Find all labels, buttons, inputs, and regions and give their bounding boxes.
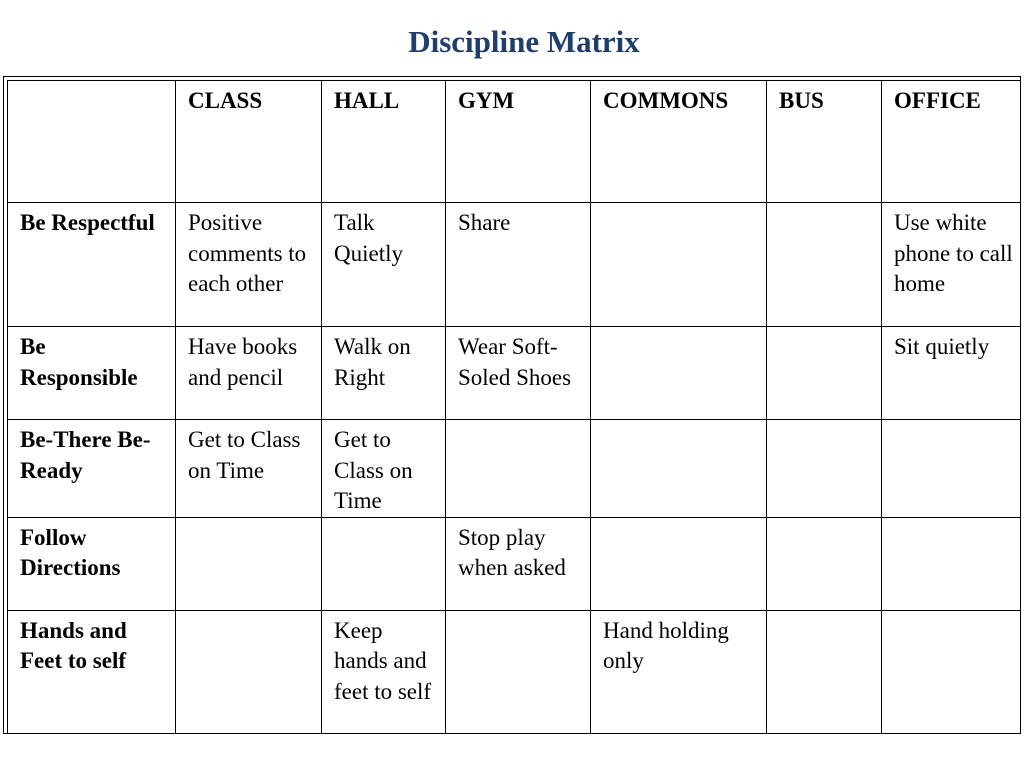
- table-cell: [767, 610, 882, 734]
- table-cell: [882, 517, 1022, 610]
- table-cell: [591, 517, 767, 610]
- page-title: Discipline Matrix: [408, 24, 640, 59]
- table-cell: Wear Soft-Soled Shoes: [446, 327, 591, 420]
- table-cell: [767, 420, 882, 518]
- row-label: Be Respectful: [8, 203, 176, 327]
- row-label: Be Responsible: [8, 327, 176, 420]
- table-cell: Use white phone to call home: [882, 203, 1022, 327]
- table-cell: Have books and pencil: [176, 327, 322, 420]
- table-cell: Get to Class on Time: [176, 420, 322, 518]
- header-cell-corner: [8, 81, 176, 203]
- table-cell: Get to Class on Time: [322, 420, 446, 518]
- table-cell: [882, 420, 1022, 518]
- header-cell-gym: GYM: [446, 81, 591, 203]
- row-label: Follow Directions: [8, 517, 176, 610]
- header-cell-office: OFFICE: [882, 81, 1022, 203]
- header-cell-hall: HALL: [322, 81, 446, 203]
- header-cell-commons: COMMONS: [591, 81, 767, 203]
- table-row: [8, 327, 1022, 420]
- row-label: Be-There Be-Ready: [8, 420, 176, 518]
- table-cell: [322, 517, 446, 610]
- table-cell: Keep hands and feet to self: [322, 610, 446, 734]
- table-row: [8, 517, 1022, 610]
- table-cell: [767, 517, 882, 610]
- table-cell: [446, 610, 591, 734]
- table-cell: [176, 610, 322, 734]
- table-cell: [591, 327, 767, 420]
- table-cell: Positive comments to each other: [176, 203, 322, 327]
- table-cell: [767, 327, 882, 420]
- table-cell: [591, 203, 767, 327]
- table-cell: Walk on Right: [322, 327, 446, 420]
- row-label: Hands and Feet to self: [8, 610, 176, 734]
- table-cell: Hand holding only: [591, 610, 767, 734]
- table-row: [8, 420, 1022, 518]
- table-cell: [446, 420, 591, 518]
- header-cell-bus: BUS: [767, 81, 882, 203]
- table-cell: [882, 610, 1022, 734]
- discipline-matrix-table: [7, 80, 1021, 734]
- table-cell: Stop play when asked: [446, 517, 591, 610]
- table-cell: Sit quietly: [882, 327, 1022, 420]
- table-row: [8, 610, 1022, 734]
- header-row: [8, 81, 1022, 203]
- table-row: [8, 203, 1022, 327]
- table-cell: [591, 420, 767, 518]
- table-cell: [767, 203, 882, 327]
- table-cell: Talk Quietly: [322, 203, 446, 327]
- header-cell-class: CLASS: [176, 81, 322, 203]
- table-cell: Share: [446, 203, 591, 327]
- matrix-frame: [3, 76, 1021, 734]
- table-cell: [176, 517, 322, 610]
